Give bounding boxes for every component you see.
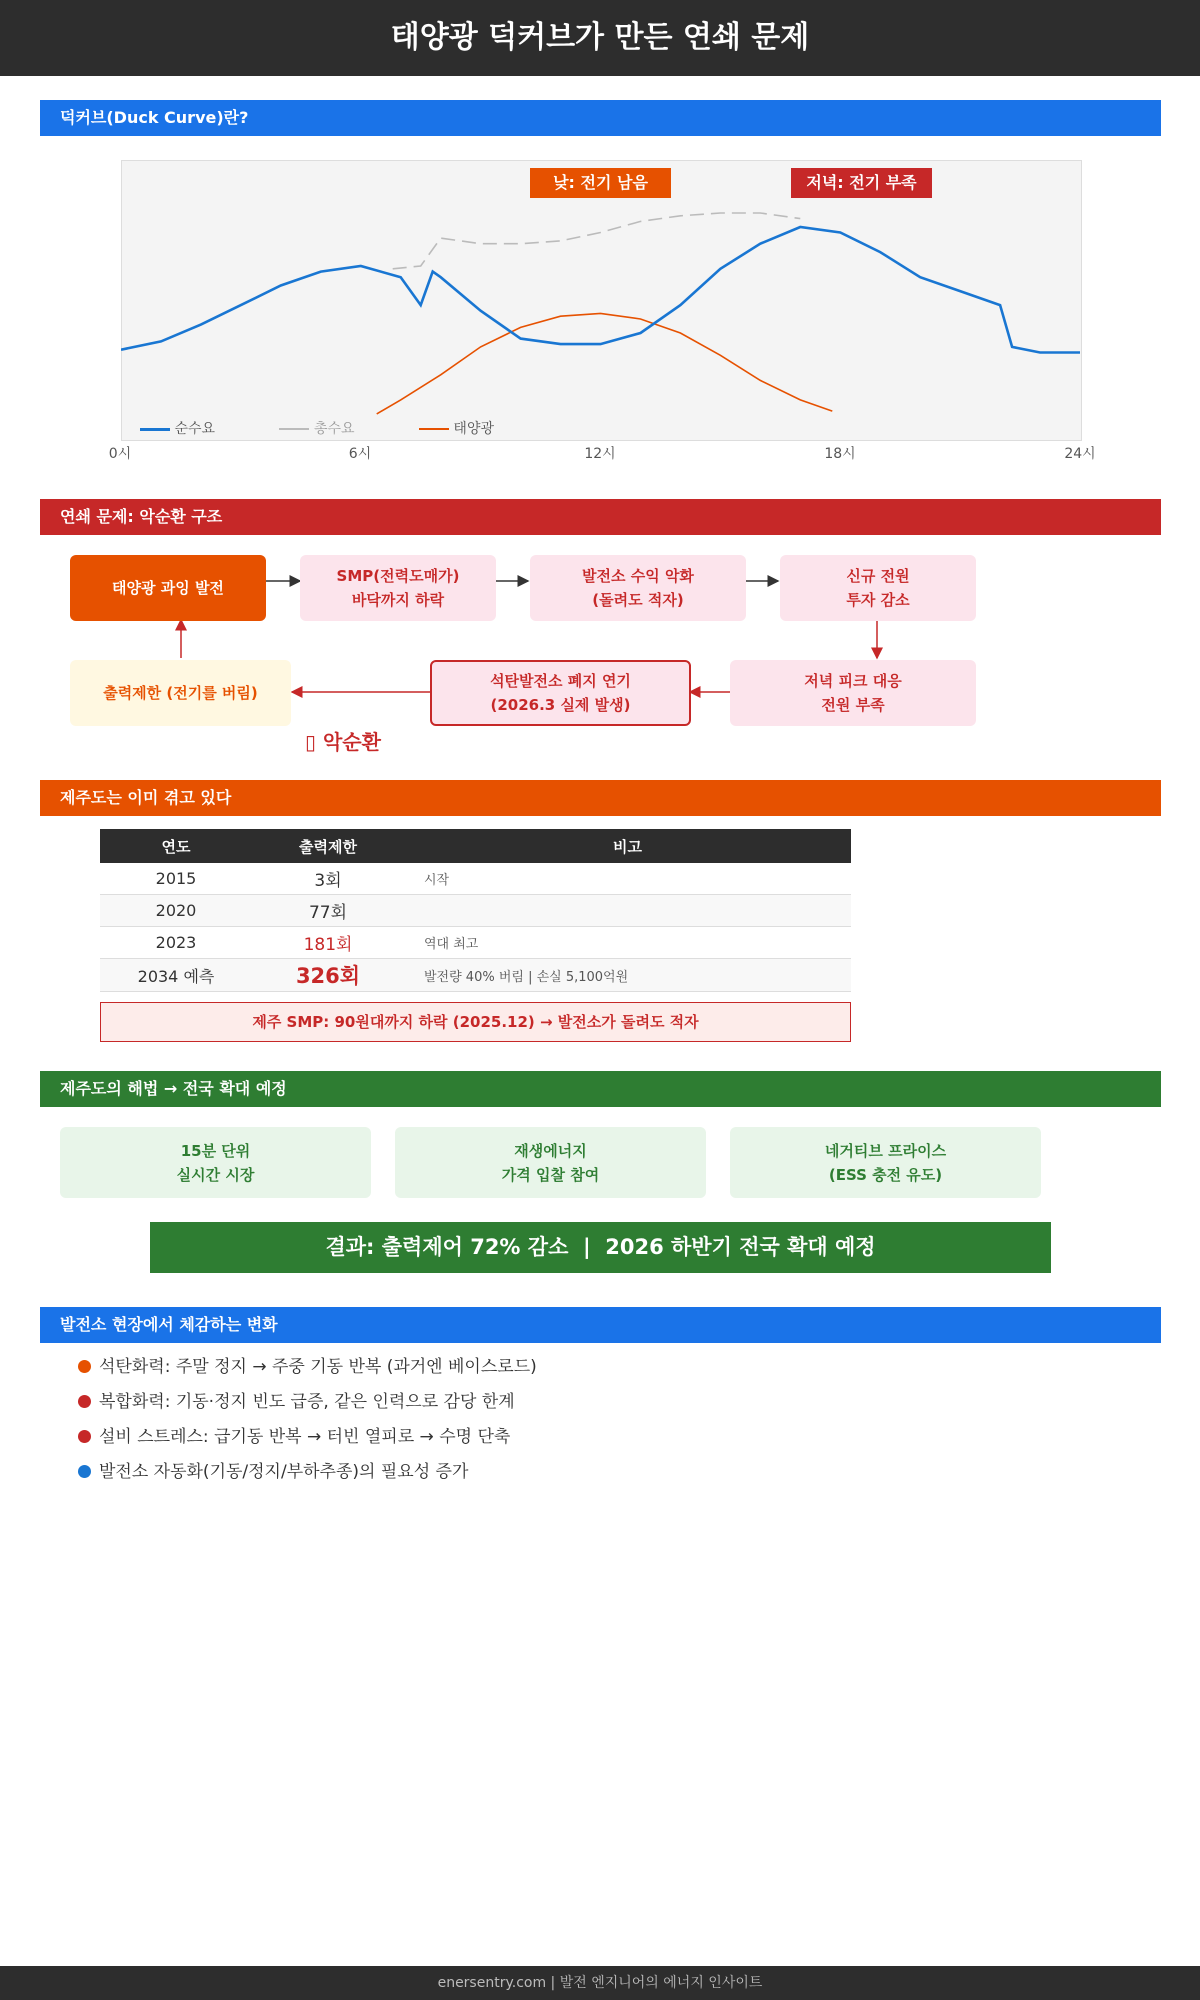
node-investment-decline: [780, 555, 976, 621]
cell-note: 발전량 40% 버림 | 손실 5,100억원: [404, 959, 851, 992]
cell-count: 181회: [252, 927, 404, 959]
solution-box-15min-market: [60, 1127, 371, 1198]
solution-label: 재생에너지: [514, 1141, 587, 1160]
x-tick-label: 18시: [824, 446, 856, 462]
node-label: 투자 감소: [846, 591, 910, 609]
legend-label-solar: 태양광: [453, 421, 494, 437]
table-row: [100, 863, 851, 895]
solution-box-renewable-bidding: [395, 1127, 706, 1198]
bullet-dot: [78, 1430, 91, 1443]
legend-swatch-net: [140, 428, 170, 431]
solution-label: (ESS 충전 유도): [828, 1165, 943, 1184]
node-label: (2026.3 실제 발생): [490, 696, 631, 714]
page-title: 태양광 덕커브가 만든 연쇄 문제: [390, 20, 810, 55]
node-label: 태양광 과잉 발전: [112, 579, 224, 597]
section-header-plant-changes: 발전소 현장에서 체감하는 변화: [40, 1307, 1161, 1343]
cycle-label: ▯ 악순환: [305, 730, 381, 754]
node-label: 석탄발전소 폐지 연기: [490, 672, 631, 690]
list-item-text: 석탄화력: 주말 정지 → 주중 기동 반복 (과거엔 베이스로드): [99, 1357, 537, 1377]
cell-year: 2023: [100, 927, 252, 959]
cell-year: 2034 예측: [100, 959, 252, 992]
cell-note: [404, 895, 851, 927]
legend-label-total: 총수요: [313, 421, 355, 437]
list-item: [78, 1460, 468, 1484]
list-item-text: 설비 스트레스: 급기동 반복 → 터빈 열피로 → 수명 단축: [99, 1427, 511, 1447]
node-label: (돌려도 적자): [592, 591, 684, 609]
node-label: 신규 전원: [846, 567, 910, 585]
legend-swatch-total: [279, 428, 309, 430]
node-coal-closure-delay: [430, 660, 691, 726]
list-item: [78, 1355, 537, 1379]
series-line-net-demand: [121, 227, 1080, 353]
node-smp-drop: [300, 555, 496, 621]
solution-label: 15분 단위: [180, 1141, 251, 1160]
tag-day-surplus: 낮: 전기 남음: [530, 168, 671, 198]
list-item-text: 발전소 자동화(기동/정지/부하추종)의 필요성 증가: [99, 1462, 469, 1482]
solution-label: 네거티브 프라이스: [824, 1141, 947, 1160]
cell-note: 역대 최고: [404, 927, 851, 959]
tag-evening-shortage: 저녁: 전기 부족: [791, 168, 932, 198]
column-header: 출력제한: [252, 829, 404, 863]
section-header-jeju-solution: 제주도의 해법 → 전국 확대 예정: [40, 1071, 1161, 1107]
node-label: SMP(전력도매가): [336, 567, 460, 585]
section-header-jeju: 제주도는 이미 겪고 있다: [40, 780, 1161, 816]
list-item-text: 복합화력: 기동·정지 빈도 급증, 같은 인력으로 감당 한계: [99, 1392, 515, 1412]
bullet-dot: [78, 1395, 91, 1408]
node-label: 바닥까지 하락: [351, 591, 445, 609]
node-curtailment: [70, 660, 291, 726]
node-evening-peak-shortage: [730, 660, 976, 726]
cell-year: 2015: [100, 863, 252, 895]
table-row: [100, 927, 851, 959]
node-solar-overgeneration: [70, 555, 266, 621]
solution-box-negative-price: [730, 1127, 1041, 1198]
section-header-vicious-cycle: 연쇄 문제: 악순환 구조: [40, 499, 1161, 535]
x-tick-label: 24시: [1064, 446, 1096, 462]
cell-note: 시작: [404, 863, 851, 895]
cell-count: 77회: [252, 895, 404, 927]
section-header-duck-curve: 덕커브(Duck Curve)란?: [40, 100, 1161, 136]
column-header: 비고: [404, 829, 851, 863]
node-label: 저녁 피크 대응: [804, 672, 902, 690]
legend-swatch-solar: [419, 428, 449, 430]
legend-label-net: 순수요: [174, 421, 216, 437]
x-tick-label: 12시: [584, 446, 616, 462]
jeju-smp-note: 제주 SMP: 90원대까지 하락 (2025.12) → 발전소가 돌려도 적자: [100, 1002, 851, 1042]
cell-count: 326회: [252, 959, 404, 992]
jeju-curtailment-table: [100, 829, 851, 992]
table-row: [100, 895, 851, 927]
result-banner: 결과: 출력제어 72% 감소 | 2026 하반기 전국 확대 예정: [150, 1222, 1051, 1273]
table-header-row: [100, 829, 851, 863]
chart-legend: [140, 419, 494, 439]
solution-label: 가격 입찰 참여: [501, 1165, 600, 1184]
solution-label: 실시간 시장: [176, 1165, 255, 1184]
series-line-total-demand: [393, 213, 801, 269]
cell-year: 2020: [100, 895, 252, 927]
column-header: 연도: [100, 829, 252, 863]
list-item: [78, 1425, 510, 1449]
node-revenue-loss: [530, 555, 746, 621]
cell-count: 3회: [252, 863, 404, 895]
duck-curve-chart: [121, 160, 1080, 439]
title-bar: [0, 0, 1200, 76]
node-label: 출력제한 (전기를 버림): [103, 684, 258, 702]
table-row: [100, 959, 851, 992]
bullet-dot: [78, 1465, 91, 1478]
node-label: 발전소 수익 악화: [582, 567, 694, 585]
list-item: [78, 1390, 515, 1414]
footer: enersentry.com | 발전 엔지니어의 에너지 인사이트: [0, 1966, 1200, 2000]
node-label: 전원 부족: [821, 696, 885, 714]
bullet-dot: [78, 1360, 91, 1373]
x-tick-label: 6시: [348, 446, 372, 462]
series-line-solar: [377, 313, 833, 414]
x-tick-label: 0시: [108, 446, 132, 462]
